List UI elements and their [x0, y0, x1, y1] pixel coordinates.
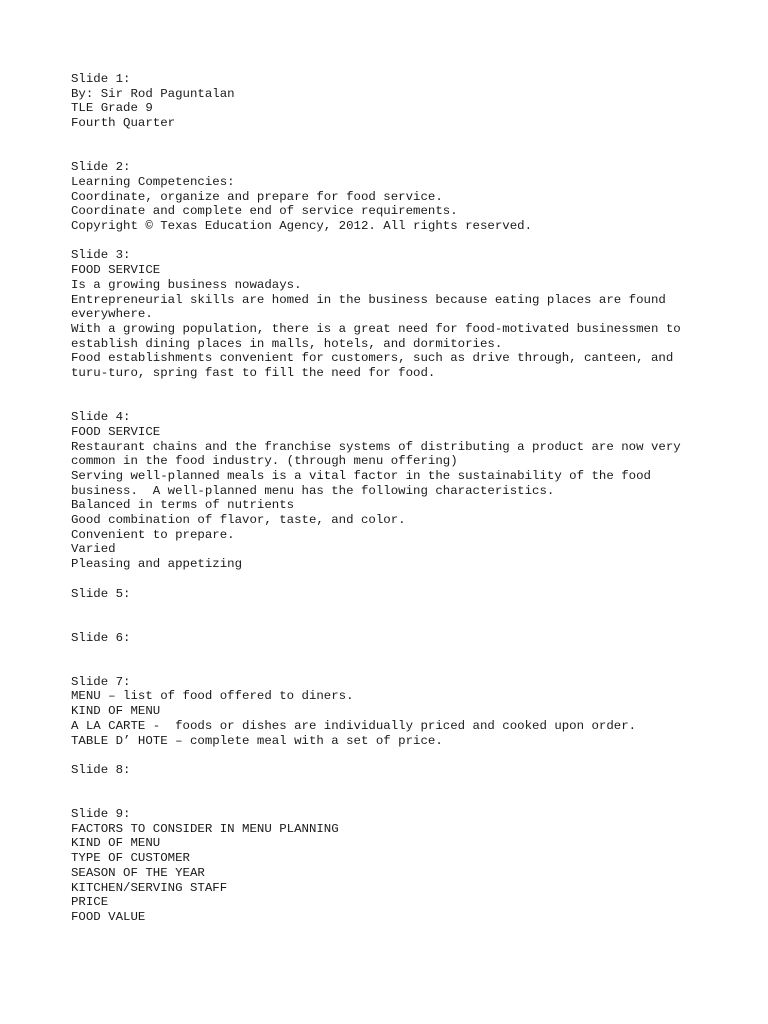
slide-line: Is a growing business nowadays.	[71, 277, 302, 292]
slide-line: KIND OF MENU	[71, 704, 161, 719]
slide-line: Coordinate, organize and prepare for food service.	[71, 189, 443, 204]
slide-line: Coordinate and complete end of service requirements.	[71, 204, 458, 219]
slide-line: With a growing population, there is a great need for food-motivated businessmen to establish dining places in malls, hotels, and dormitories.	[71, 321, 689, 351]
slide-2-section	[71, 160, 711, 234]
slide-line: FOOD VALUE	[71, 909, 146, 924]
slide-heading: Slide 4:	[71, 410, 131, 425]
slide-line: TABLE D’ HOTE – complete meal with a set of price.	[71, 733, 443, 748]
slide-heading: Slide 1:	[71, 72, 131, 86]
slide-line: Fourth Quarter	[71, 116, 176, 131]
slide-4-section	[71, 410, 711, 572]
slide-line: A LA CARTE - foods or dishes are individually priced and cooked upon order.	[71, 718, 637, 733]
slide-heading: Slide 2:	[71, 160, 131, 175]
slide-title: FOOD SERVICE	[71, 424, 161, 439]
slide-line: MENU – list of food offered to diners.	[71, 689, 354, 704]
slide-title: FOOD SERVICE	[71, 263, 161, 278]
slide-3-section	[71, 248, 711, 380]
slide-line: Serving well-planned meals is a vital factor in the sustainability of the food business. A well-planned menu has the following characteristics.	[71, 468, 659, 498]
slide-1-section	[71, 72, 711, 131]
slide-line: Varied	[71, 542, 116, 557]
section-spacer	[71, 748, 711, 763]
slide-heading: Slide 3:	[71, 248, 131, 263]
section-spacer	[71, 131, 711, 160]
slide-line: Restaurant chains and the franchise systems of distributing a product are now very common in the food industry. (through menu offering)	[71, 439, 689, 469]
slide-heading: Slide 9:	[71, 807, 131, 822]
slide-5-section	[71, 587, 711, 602]
slide-7-section	[71, 675, 711, 749]
document-page	[71, 72, 711, 925]
slide-line: TYPE OF CUSTOMER	[71, 851, 190, 866]
slide-line: Learning Competencies:	[71, 174, 235, 189]
slide-line: KIND OF MENU	[71, 836, 161, 851]
slide-heading: Slide 5:	[71, 586, 131, 601]
slide-line: TLE Grade 9	[71, 101, 153, 116]
section-spacer	[71, 601, 711, 630]
slide-line: KITCHEN/SERVING STAFF	[71, 880, 228, 895]
slide-line: Entrepreneurial skills are homed in the business because eating places are found everywhere.	[71, 292, 674, 322]
slide-line: Good combination of flavor, taste, and color.	[71, 513, 406, 528]
slide-heading: Slide 7:	[71, 674, 131, 689]
slide-line: Food establishments convenient for customers, such as drive through, canteen, and turu-turo, spring fast to fill the need for food.	[71, 351, 681, 381]
slide-line: Convenient to prepare.	[71, 527, 235, 542]
slide-line: SEASON OF THE YEAR	[71, 865, 205, 880]
section-spacer	[71, 234, 711, 249]
slide-9-section	[71, 807, 711, 925]
copyright-notice: Copyright © Texas Education Agency, 2012. All rights reserved.	[71, 219, 533, 234]
slide-heading: Slide 6:	[71, 630, 131, 645]
slide-title: FACTORS TO CONSIDER IN MENU PLANNING	[71, 821, 339, 836]
slide-line: Balanced in terms of nutrients	[71, 498, 295, 513]
slide-8-section	[71, 763, 711, 778]
slide-heading: Slide 8:	[71, 762, 131, 777]
section-spacer	[71, 778, 711, 807]
slide-6-section	[71, 631, 711, 646]
slide-line: Pleasing and appetizing	[71, 557, 243, 572]
slide-line: By: Sir Rod Paguntalan	[71, 86, 235, 101]
slide-line: PRICE	[71, 895, 109, 910]
section-spacer	[71, 572, 711, 587]
section-spacer	[71, 381, 711, 410]
section-spacer	[71, 645, 711, 674]
